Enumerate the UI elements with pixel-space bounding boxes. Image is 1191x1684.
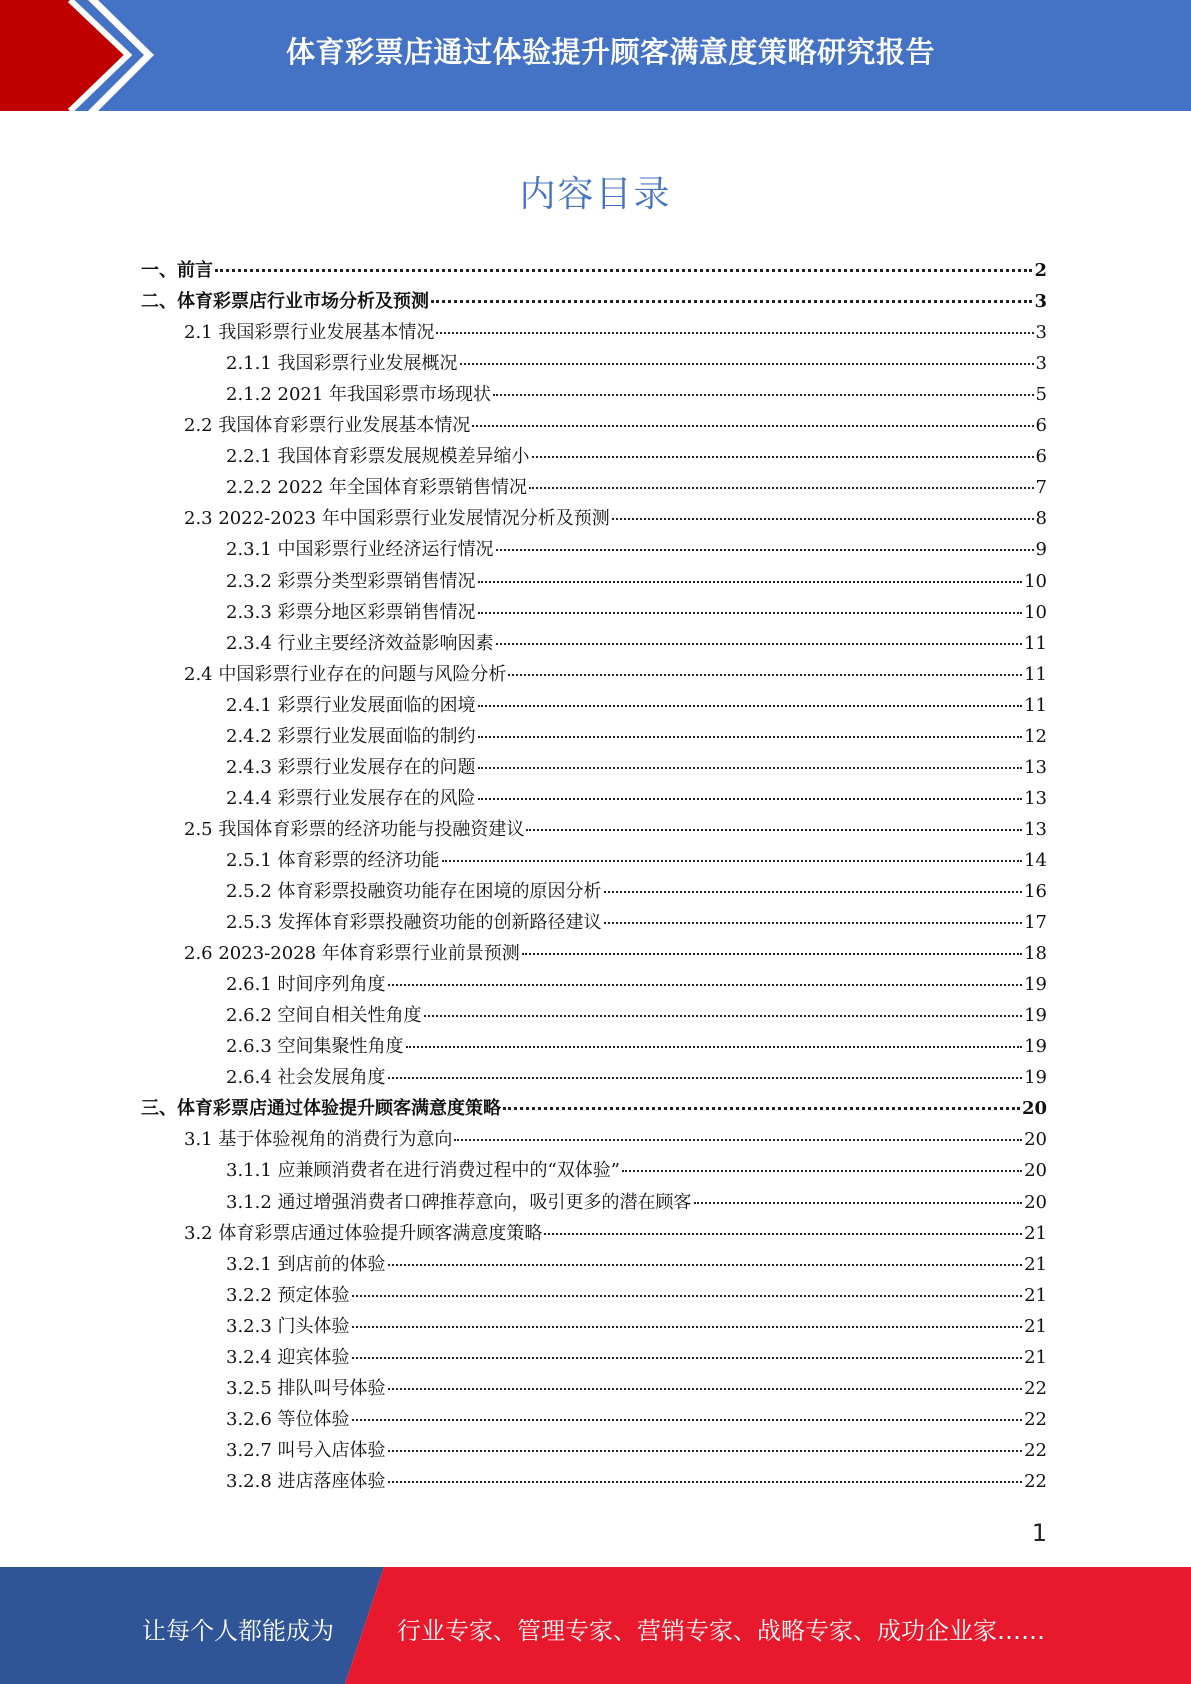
toc-entry-page: 21 (1024, 1253, 1047, 1275)
toc-entry-page: 6 (1035, 446, 1047, 468)
toc-entry-page: 14 (1024, 849, 1047, 871)
toc-entry-text: 3.1.2 通过增强消费者口碑推荐意向，吸引更多的潜在顾客 (226, 1191, 692, 1213)
toc-entry-text: 一、前言 (141, 260, 213, 281)
toc-entry-page: 21 (1024, 1315, 1047, 1337)
toc-entry-level-1[interactable] (141, 286, 1047, 317)
toc-entry-page: 3 (1035, 322, 1047, 344)
toc-entry-level-2[interactable] (184, 1218, 1047, 1249)
toc-entry-page: 10 (1024, 601, 1047, 623)
toc-dot-leader (496, 549, 1034, 551)
toc-entry-level-3[interactable] (226, 472, 1047, 503)
toc-entry-level-3[interactable] (226, 1000, 1047, 1031)
toc-entry-text: 3.2.6 等位体验 (226, 1408, 350, 1430)
toc-dot-leader (526, 829, 1022, 831)
toc-dot-leader (529, 487, 1033, 489)
toc-entry-level-3[interactable] (226, 690, 1047, 721)
toc-entry-page: 13 (1024, 818, 1047, 840)
toc-entry-level-2[interactable] (184, 410, 1047, 441)
toc-entry-page: 11 (1024, 663, 1047, 685)
toc-entry-text: 2.3 2022-2023 年中国彩票行业发展情况分析及预测 (184, 508, 610, 530)
toc-entry-text: 3.2.1 到店前的体验 (226, 1253, 386, 1275)
toc-entry-page: 5 (1035, 384, 1047, 406)
toc-entry-text: 3.1.1 应兼顾消费者在进行消费过程中的“双体验” (226, 1160, 620, 1182)
toc-entry-level-2[interactable] (184, 659, 1047, 690)
toc-dot-leader (460, 363, 1034, 365)
toc-entry-text: 2.3.2 彩票分类型彩票销售情况 (226, 570, 476, 592)
toc-entry-level-3[interactable] (226, 566, 1047, 597)
header-banner (0, 0, 1191, 111)
toc-dot-leader (388, 1481, 1023, 1483)
toc-dot-leader (352, 1326, 1023, 1328)
toc-entry-level-3[interactable] (226, 845, 1047, 876)
toc-entry-text: 2.4.3 彩票行业发展存在的问题 (226, 756, 476, 778)
toc-entry-level-2[interactable] (184, 1124, 1047, 1155)
toc-entry-text: 2.3.3 彩票分地区彩票销售情况 (226, 601, 476, 623)
toc-entry-text: 3.2 体育彩票店通过体验提升顾客满意度策略 (184, 1222, 543, 1244)
toc-entry-text: 2.6.2 空间自相关性角度 (226, 1005, 422, 1027)
toc-entry-level-2[interactable] (184, 503, 1047, 534)
toc-entry-page: 22 (1024, 1470, 1047, 1492)
toc-dot-leader (388, 1388, 1023, 1390)
toc-entry-page: 11 (1024, 632, 1047, 654)
toc-entry-level-3[interactable] (226, 1031, 1047, 1062)
toc-entry-level-3[interactable] (226, 1062, 1047, 1093)
toc-entry-page: 19 (1024, 1036, 1047, 1058)
toc-dot-leader (388, 1264, 1023, 1266)
toc-entry-level-3[interactable] (226, 969, 1047, 1000)
toc-dot-leader (388, 984, 1023, 986)
toc-entry-level-3[interactable] (226, 783, 1047, 814)
toc-entry-page: 11 (1024, 694, 1047, 716)
toc-entry-page: 10 (1024, 570, 1047, 592)
toc-entry-level-2[interactable] (184, 814, 1047, 845)
toc-dot-leader (424, 1015, 1023, 1017)
toc-entry-level-2[interactable] (184, 938, 1047, 969)
toc-dot-leader (352, 1419, 1023, 1421)
toc-entry-page: 21 (1024, 1346, 1047, 1368)
toc-entry-text: 3.1 基于体验视角的消费行为意向 (184, 1129, 453, 1151)
toc-entry-page: 3 (1035, 353, 1047, 375)
toc-entry-page: 17 (1024, 912, 1047, 934)
toc-entry-page: 21 (1024, 1222, 1047, 1244)
toc-dot-leader (388, 1450, 1023, 1452)
toc-entry-text: 2.6.1 时间序列角度 (226, 974, 386, 996)
toc-entry-page: 18 (1024, 943, 1047, 965)
toc-entry-level-3[interactable] (226, 1311, 1047, 1342)
toc-entry-page: 2 (1034, 260, 1047, 281)
toc-entry-text: 3.2.3 门头体验 (226, 1315, 350, 1337)
toc-dot-leader (478, 798, 1023, 800)
toc-entry-text: 3.2.5 排队叫号体验 (226, 1377, 386, 1399)
toc-dot-leader (532, 456, 1034, 458)
toc-entry-text: 2.1 我国彩票行业发展基本情况 (184, 322, 435, 344)
toc-entry-page: 20 (1024, 1160, 1047, 1182)
toc-entry-text: 二、体育彩票店行业市场分析及预测 (141, 291, 429, 313)
toc-dot-leader (388, 1077, 1023, 1079)
toc-entry-page: 3 (1034, 291, 1047, 313)
toc-entry-page: 22 (1024, 1439, 1047, 1461)
toc-entry-page: 20 (1024, 1129, 1047, 1151)
toc-entry-page: 22 (1024, 1408, 1047, 1430)
toc-entry-page: 7 (1035, 477, 1047, 499)
toc-entry-level-3[interactable] (226, 534, 1047, 565)
toc-entry-page: 16 (1024, 881, 1047, 902)
toc-entry-page: 9 (1035, 539, 1047, 561)
toc-dot-leader (406, 1046, 1023, 1048)
report-title: 体育彩票店通过体验提升顾客满意度策略研究报告 (285, 35, 935, 69)
toc-entry-text: 2.5.3 发挥体育彩票投融资功能的创新路径建议 (226, 912, 602, 934)
toc-entry-page: 8 (1035, 508, 1047, 530)
toc-entry-text: 2.1.1 我国彩票行业发展概况 (226, 353, 458, 375)
toc-dot-leader (493, 394, 1033, 396)
toc-dot-leader (503, 1107, 1020, 1110)
toc-dot-leader (612, 518, 1034, 520)
toc-entry-text: 3.2.2 预定体验 (226, 1284, 350, 1306)
toc-entry-level-3[interactable] (226, 628, 1047, 659)
toc-entry-page: 19 (1024, 1067, 1047, 1089)
toc-entry-level-3[interactable] (226, 1342, 1047, 1373)
toc-entry-text: 2.6.3 空间集聚性角度 (226, 1036, 404, 1058)
toc-entry-text: 2.3.1 中国彩票行业经济运行情况 (226, 539, 494, 561)
toc-entry-text: 2.5.1 体育彩票的经济功能 (226, 849, 440, 871)
page-number: 1 (1031, 1519, 1047, 1547)
toc-entry-text: 3.2.7 叫号入店体验 (226, 1439, 386, 1461)
toc-title: 内容目录 (519, 174, 672, 215)
toc-entry-level-3[interactable] (226, 348, 1047, 379)
toc-entry-level-3[interactable] (226, 1187, 1047, 1218)
toc-entry-level-3[interactable] (226, 721, 1047, 752)
toc-entry-page: 19 (1024, 1005, 1047, 1027)
toc-entry-text: 2.4.2 彩票行业发展面临的制约 (226, 725, 476, 747)
toc-entry-text: 2.2 我国体育彩票行业发展基本情况 (184, 415, 471, 437)
toc-entry-text: 2.3.4 行业主要经济效益影响因素 (226, 632, 494, 654)
toc-entry-level-3[interactable] (226, 1435, 1047, 1466)
toc-entry-text: 2.5.2 体育彩票投融资功能存在困境的原因分析 (226, 881, 602, 902)
toc-dot-leader (496, 643, 1023, 645)
toc-entry-page: 22 (1024, 1377, 1047, 1399)
toc-entry-level-1[interactable] (141, 1093, 1047, 1124)
toc-entry-page: 20 (1024, 1191, 1047, 1213)
toc-entry-level-3[interactable] (226, 752, 1047, 783)
toc-dot-leader (478, 736, 1023, 738)
toc-entry-text: 2.4 中国彩票行业存在的问题与风险分析 (184, 663, 507, 685)
footer-slogan-left: 让每个人都能成为 (142, 1617, 334, 1645)
toc-dot-leader (352, 1295, 1023, 1297)
toc-dot-leader (352, 1357, 1023, 1359)
toc-entry-text: 2.2.2 2022 年全国体育彩票销售情况 (226, 477, 528, 499)
toc-entry-level-3[interactable] (226, 1249, 1047, 1280)
toc-entry-level-3[interactable] (226, 597, 1047, 628)
toc-entry-page: 21 (1024, 1284, 1047, 1306)
toc-entry-text: 2.4.1 彩票行业发展面临的困境 (226, 694, 476, 716)
toc-entry-text: 2.2.1 我国体育彩票发展规模差异缩小 (226, 446, 530, 468)
toc-entry-level-3[interactable] (226, 1466, 1047, 1497)
toc-dot-leader (604, 891, 1023, 893)
toc-entry-level-3[interactable] (226, 876, 1047, 907)
toc-entry-page: 12 (1024, 725, 1047, 747)
toc-entry-page: 19 (1024, 974, 1047, 996)
toc-dot-leader (522, 953, 1022, 955)
toc-entry-level-3[interactable] (226, 907, 1047, 938)
toc-dot-leader (544, 1233, 1022, 1235)
toc-entry-level-3[interactable] (226, 1404, 1047, 1435)
toc-entry-level-3[interactable] (226, 379, 1047, 410)
toc-dot-leader (478, 612, 1023, 614)
toc-entry-text: 三、体育彩票店通过体验提升顾客满意度策略 (141, 1098, 501, 1120)
toc-dot-leader (604, 922, 1023, 924)
toc-dot-leader (478, 581, 1023, 583)
toc-entry-level-3[interactable] (226, 1280, 1047, 1311)
toc-entry-level-3[interactable] (226, 1155, 1047, 1186)
toc-entry-page: 13 (1024, 756, 1047, 778)
footer-slogan-right: 行业专家、管理专家、营销专家、战略专家、成功企业家…… (397, 1617, 1045, 1645)
toc-dot-leader (478, 767, 1023, 769)
toc-entry-text: 3.2.8 进店落座体验 (226, 1470, 386, 1492)
toc-entry-level-3[interactable] (226, 1373, 1047, 1404)
toc-dot-leader (431, 300, 1032, 303)
toc-dot-leader (442, 860, 1023, 862)
toc-entry-text: 2.5 我国体育彩票的经济功能与投融资建议 (184, 818, 525, 840)
toc-entry-text: 3.2.4 迎宾体验 (226, 1346, 350, 1368)
toc-entry-text: 2.4.4 彩票行业发展存在的风险 (226, 787, 476, 809)
toc-entry-level-3[interactable] (226, 441, 1047, 472)
toc-entry-page: 20 (1021, 1098, 1047, 1120)
toc-dot-leader (215, 269, 1032, 272)
toc-dot-leader (472, 425, 1033, 427)
toc-dot-leader (694, 1202, 1023, 1204)
toc-dot-leader (622, 1170, 1022, 1172)
toc-dot-leader (508, 674, 1022, 676)
toc-dot-leader (454, 1139, 1022, 1141)
toc-entry-text: 2.6 2023-2028 年体育彩票行业前景预测 (184, 943, 520, 965)
toc-entry-page: 13 (1024, 787, 1047, 809)
toc-entry-level-1[interactable] (141, 255, 1047, 286)
toc-entry-text: 2.6.4 社会发展角度 (226, 1067, 386, 1089)
footer-banner (0, 1567, 1191, 1684)
toc-entry-text: 2.1.2 2021 年我国彩票市场现状 (226, 384, 492, 406)
toc-entry-level-2[interactable] (184, 317, 1047, 348)
toc-dot-leader (478, 705, 1023, 707)
toc-dot-leader (436, 332, 1033, 334)
toc-entry-page: 6 (1035, 415, 1047, 437)
